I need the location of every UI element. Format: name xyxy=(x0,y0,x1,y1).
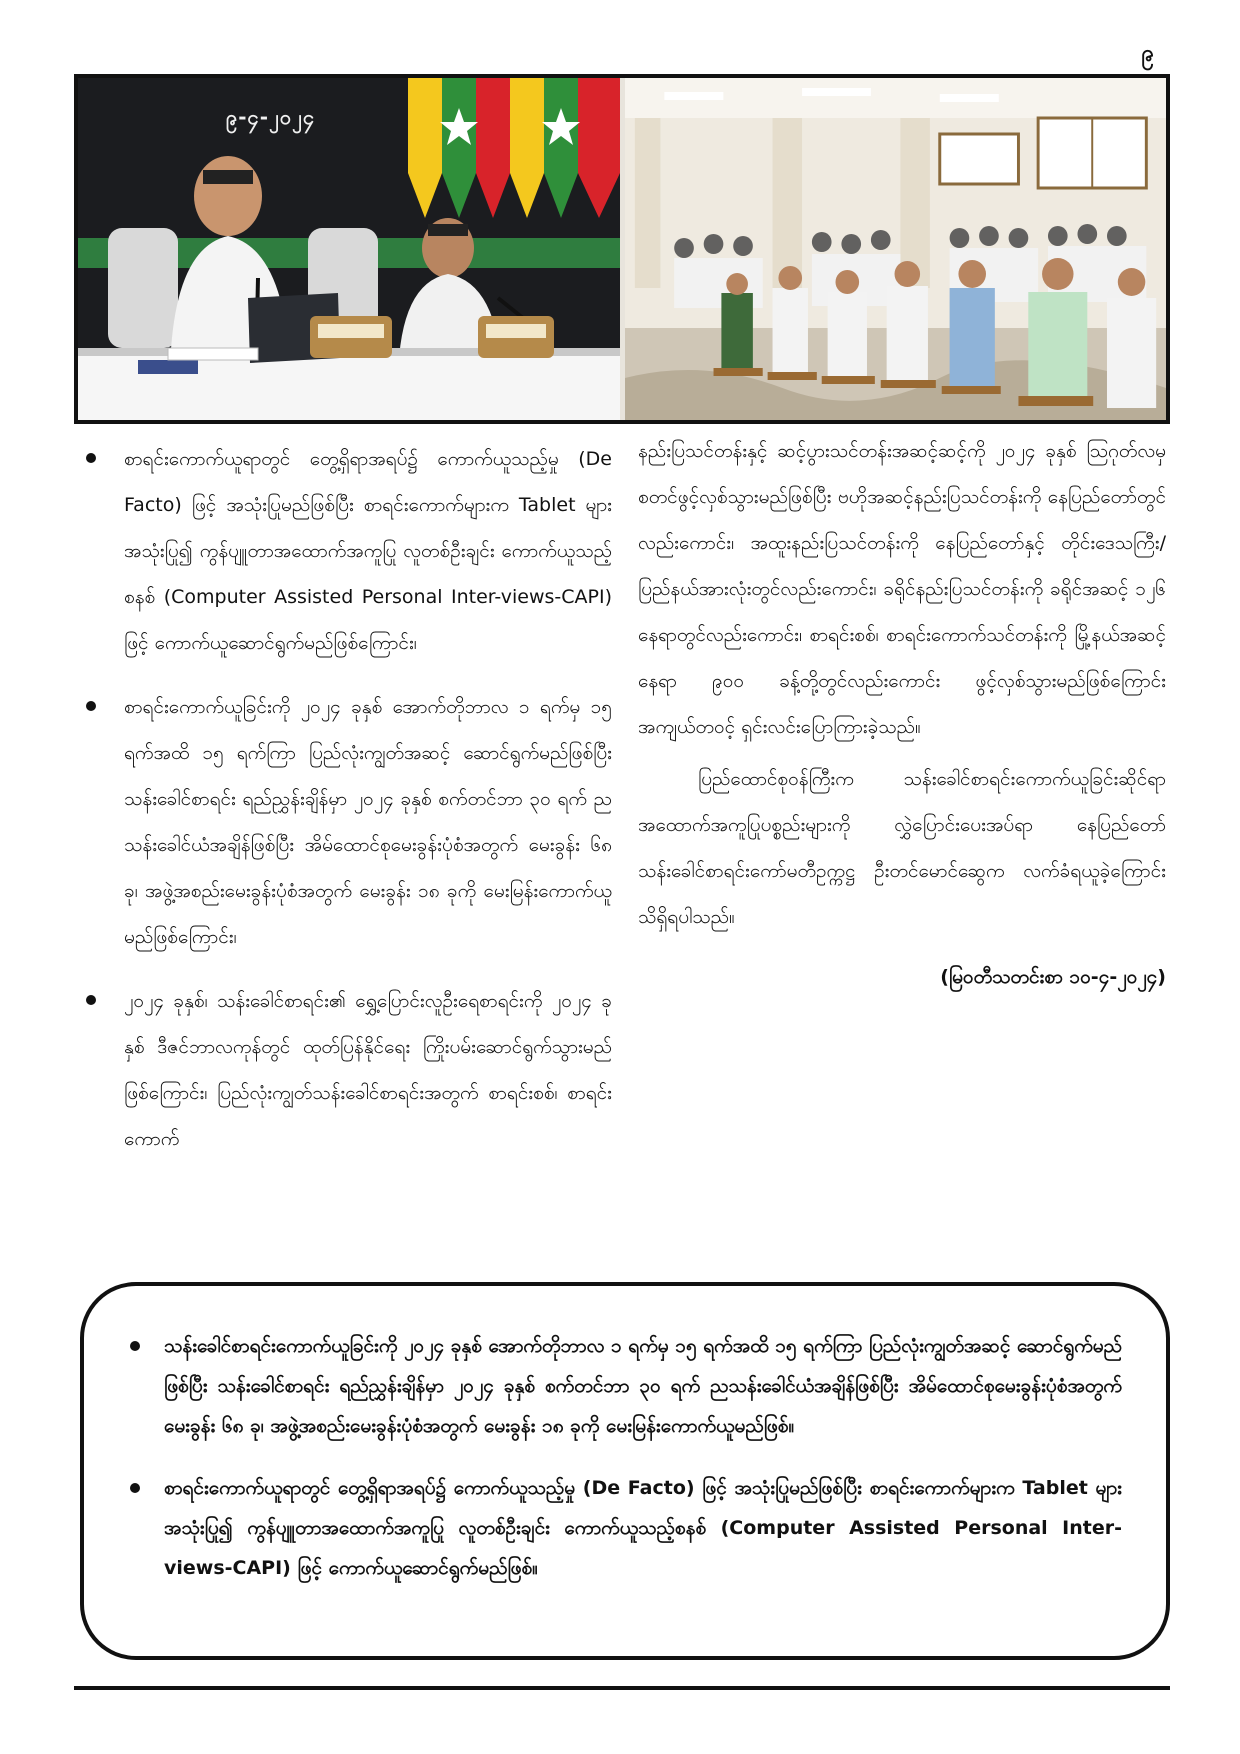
bullet-icon xyxy=(130,1341,140,1351)
photo-audience xyxy=(625,78,1166,420)
photo-date-overlay: ၉-၄-၂၀၂၄ xyxy=(226,105,316,129)
summary-box xyxy=(80,1282,1170,1660)
bullet-icon xyxy=(86,453,96,463)
bullet-icon xyxy=(86,701,96,711)
continuation-paragraph: နည်းပြသင်တန်းနှင့် ဆင့်ပွားသင်တန်းအဆင့်ဆင့်ကို ၂၀၂၄ ခုနှစ် ဩဂုတ်လမှ စတင်ဖွင့်လှစ်သွားမည်ဖြစ်ပြီး ဗဟိုအဆင့်နည်းပြသင်တန်းကို နေပြည်တော်တွင်လည်းကောင်း၊ အထူးနည်းပြသင်တန်းကို နေပြည်တော်နှင့် တိုင်းဒေသကြီး/ပြည်နယ်အားလုံးတွင်လည်းကောင်း၊ ခရိုင်နည်းပြသင်တန်းကို ခရိုင်အဆင့် ၁၂၆ နေရာတွင်လည်းကောင်း၊ စာရင်းစစ်၊ စာရင်းကောက်သင်တန်းကို မြို့နယ်အဆင့်နေရာ ၉၀၀ ခန့်တို့တွင်လည်းကောင်း ဖွင့်လှစ်သွားမည်ဖြစ်ကြောင်း အကျယ်တဝင့် ရှင်းလင်းပြောကြားခဲ့သည်။ xyxy=(638,440,1166,738)
bullet-text: စာရင်းကောက်ယူခြင်းကို ၂၀၂၄ ခုနှစ် အောက်တိုဘာလ ၁ ရက်မှ ၁၅ ရက်အထိ ၁၅ ရက်ကြာ ပြည်လုံးကျွတ်အဆင့် ဆောင်ရွက်မည်ဖြစ်ပြီး သန်းခေါင်စာရင်း ရည်ညွှန်းချိန်မှာ ၂၀၂၄ ခုနှစ် စက်တင်ဘာ ၃၀ ရက် ညသန်းခေါင်ယံအချိန်ဖြစ်ပြီး အိမ်ထောင်စုမေးခွန်းပုံစံအတွက် မေးခွန်း ၆၈ ခု၊ အဖွဲ့အစည်းမေးခွန်းပုံစံအတွက် မေးခွန်း ၁၈ ခုကို မေးမြန်းကောက်ယူမည်ဖြစ်ကြောင်း၊ xyxy=(124,696,612,948)
left-column xyxy=(80,436,612,1180)
speaker-photo-illustration xyxy=(78,78,620,420)
photo-speaker-podium xyxy=(78,78,625,420)
photo-strip xyxy=(74,74,1170,424)
list-item xyxy=(80,436,612,666)
page-number: ၉ xyxy=(1141,41,1154,66)
bullet-text: စာရင်းကောက်ယူရာတွင် တွေ့ရှိရာအရပ်၌ ကောက်ယူသည့်မှု (De Facto) ဖြင့် အသုံးပြုမည်ဖြစ်ပြီး စာရင်းကောက်များက Tablet များ အသုံးပြု၍ ကွန်ပျူတာအထောက်အကူပြု လူတစ်ဦးချင်း ကောက်ယူသည့်စနစ် (Computer Assisted Personal Inter-views-CAPI) ဖြင့် ကောက်ယူဆောင်ရွက်မည်ဖြစ်ကြောင်း၊ xyxy=(124,448,612,654)
audience-photo-illustration xyxy=(625,78,1166,420)
bullet-icon xyxy=(130,1483,140,1493)
bullet-icon xyxy=(86,995,96,1005)
footer-divider xyxy=(74,1686,1170,1690)
summary-item xyxy=(128,1326,1122,1446)
bullet-text: ၂၀၂၄ ခုနှစ်၊ သန်းခေါင်စာရင်း၏ ရွှေ့ပြောင်းလူဦးရေစာရင်းကို ၂၀၂၄ ခုနှစ် ဒီဇင်ဘာလကုန်တွင် ထုတ်ပြန်နိုင်ရေး ကြိုးပမ်းဆောင်ရွက်သွားမည်ဖြစ်ကြောင်း၊ ပြည်လုံးကျွတ်သန်းခေါင်စာရင်းအတွက် စာရင်းစစ်၊ စာရင်းကောက် xyxy=(124,990,612,1150)
summary-item xyxy=(128,1468,1122,1588)
summary-text: သန်းခေါင်စာရင်းကောက်ယူခြင်းကို ၂၀၂၄ ခုနှစ် အောက်တိုဘာလ ၁ ရက်မှ ၁၅ ရက်အထိ ၁၅ ရက်ကြာ ပြည်လုံးကျွတ်အဆင့် ဆောင်ရွက်မည်ဖြစ်ပြီး သန်းခေါင်စာရင်း ရည်ညွှန်းချိန်မှာ ၂၀၂၄ ခုနှစ် စက်တင်ဘာ ၃၀ ရက် ညသန်းခေါင်ယံအချိန်ဖြစ်ပြီး အိမ်ထောင်စုမေးခွန်းပုံစံအတွက် မေးခွန်း ၆၈ ခု၊ အဖွဲ့အစည်းမေးခွန်းပုံစံအတွက် မေးခွန်း ၁၈ ခုကို မေးမြန်းကောက်ယူမည်ဖြစ်။ xyxy=(164,1335,1123,1437)
right-column xyxy=(638,428,1166,1000)
list-item xyxy=(80,978,612,1162)
list-item xyxy=(80,684,612,960)
source-citation: (မြဝတီသတင်းစာ ၁၀-၄-၂၀၂၄) xyxy=(940,966,1166,988)
article-paragraph: ပြည်ထောင်စုဝန်ကြီးက သန်းခေါင်စာရင်းကောက်ယူခြင်းဆိုင်ရာ အထောက်အကူပြုပစ္စည်းများကို လွှဲပြောင်းပေးအပ်ရာ နေပြည်တော်သန်းခေါင်စာရင်းကော်မတီဥက္ကဋ္ဌ ဦးတင်မောင်ဆွေက လက်ခံရယူခဲ့ကြောင်း သိရှိရပါသည်။ xyxy=(638,768,1166,928)
summary-text: စာရင်းကောက်ယူရာတွင် တွေ့ရှိရာအရပ်၌ ကောက်ယူသည့်မှု (De Facto) ဖြင့် အသုံးပြုမည်ဖြစ်ပြီး စာရင်းကောက်များက Tablet များ အသုံးပြု၍ ကွန်ပျူတာအထောက်အကူပြု လူတစ်ဦးချင်း ကောက်ယူသည့်စနစ် (Computer Assisted Personal Inter-views-CAPI) ဖြင့် ကောက်ယူဆောင်ရွက်မည်ဖြစ်။ xyxy=(164,1477,1122,1579)
